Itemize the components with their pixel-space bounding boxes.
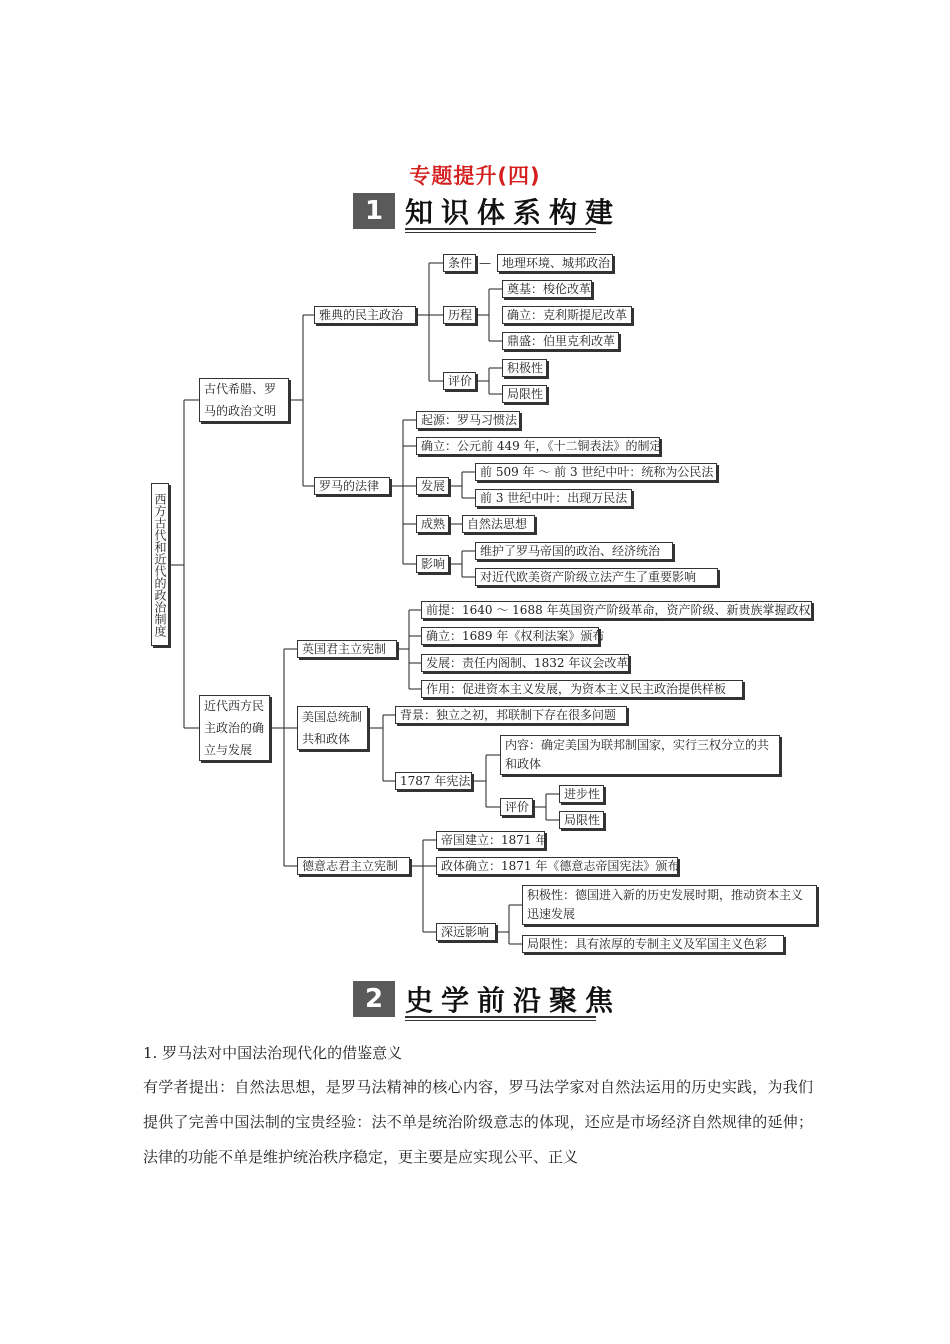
node-athens: 雅典的民主政治 (314, 306, 416, 324)
node-germany-positive: 积极性：德国进入新的历史发展时期，推动资本主义迅速发展 (522, 885, 817, 925)
node-germany: 德意志君主立宪制 (297, 857, 410, 875)
node-germany-impact: 深远影响 (436, 923, 496, 941)
node-germany-polity: 政体确立：1871 年《德意志帝国宪法》颁布 (436, 857, 678, 875)
section-number: 2 (353, 981, 395, 1017)
node-us-background: 背景：独立之初，邦联制下存在很多问题 (395, 706, 627, 724)
node-us-constitution: 1787 年宪法 (395, 772, 472, 790)
section-number: 1 (353, 193, 395, 229)
node-uk-development: 发展：责任内阁制、1832 年议会改革 (421, 654, 629, 672)
node-germany-limitation: 局限性：具有浓厚的专制主义及军国主义色彩 (522, 935, 784, 953)
node-germany-empire: 帝国建立：1871 年 (436, 831, 545, 849)
node-athens-history-1: 奠基：梭伦改革 (502, 280, 592, 298)
node-us-progressive: 进步性 (559, 785, 604, 803)
node-rome-natural-law: 自然法思想 (462, 515, 535, 533)
node-us-limitation: 局限性 (559, 811, 604, 829)
node-athens-positive: 积极性 (502, 359, 547, 377)
node-rome-impact: 影响 (416, 555, 449, 573)
node-rome-impact-2: 对近代欧美资产阶级立法产生了重要影响 (475, 568, 718, 586)
node-modern: 近代西方民主政治的确立与发展 (199, 695, 270, 761)
title-underline (405, 232, 596, 233)
node-rome-development: 发展 (416, 477, 449, 495)
node-uk: 英国君主立宪制 (297, 640, 397, 658)
node-us: 美国总统制共和政体 (297, 706, 368, 750)
node-athens-condition-value: 地理环境、城邦政治 (497, 254, 613, 272)
title-underline (405, 1020, 596, 1021)
node-rome-impact-1: 维护了罗马帝国的政治、经济统治 (475, 542, 673, 560)
node-us-constitution-content: 内容：确定美国为联邦制国家，实行三权分立的共和政体 (500, 735, 780, 775)
node-athens-limitation: 局限性 (502, 385, 547, 403)
root-node: 西方古代和近代的政治制度 (151, 483, 169, 646)
node-uk-establish: 确立：1689 年《权利法案》颁布 (421, 627, 599, 645)
section-header-knowledge (353, 193, 622, 233)
node-us-constitution-evaluation: 评价 (500, 798, 533, 816)
node-athens-condition: 条件 (443, 254, 476, 272)
body-paragraph: 有学者提出：自然法思想，是罗马法精神的核心内容，罗马法学家对自然法运用的历史实践，为我们提供了完善中国法制的宝贵经验：法不单是统治阶级意志的体现，还应是市场经济自然规律的延伸；法律的功能不单是维护统治秩序稳定，更主要是应实现公平、正义 (143, 1078, 813, 1166)
question-heading: 1. 罗马法对中国法治现代化的借鉴意义 (143, 1044, 403, 1062)
section-header-frontier (353, 981, 622, 1021)
node-athens-history-2: 确立：克利斯提尼改革 (502, 306, 632, 324)
body-text (143, 1040, 813, 1175)
node-ancient: 古代希腊、罗马的政治文明 (199, 378, 289, 422)
node-rome-development-2: 前 3 世纪中叶：出现万民法 (475, 489, 632, 507)
node-rome-establish: 确立：公元前 449 年，《十二铜表法》的制定 (416, 437, 660, 455)
node-uk-function: 作用：促进资本主义发展，为资本主义民主政治提供样板 (421, 680, 743, 698)
section-title: 史学前沿聚焦 (405, 984, 622, 1017)
node-athens-evaluation: 评价 (443, 372, 476, 390)
node-rome-mature: 成熟 (416, 515, 449, 533)
title-underline (405, 1016, 596, 1018)
section-title: 知识体系构建 (405, 196, 622, 229)
node-uk-premise: 前提：1640 ～ 1688 年英国资产阶级革命，资产阶级、新贵族掌握政权 (421, 601, 812, 619)
node-athens-history-3: 鼎盛：伯里克利改革 (502, 332, 619, 350)
title-underline (405, 228, 596, 230)
page-title: 专题提升(四) (409, 164, 541, 188)
dash-separator: — (479, 256, 491, 270)
node-rome-law: 罗马的法律 (314, 477, 390, 495)
node-rome-development-1: 前 509 年 ～ 前 3 世纪中叶：统称为公民法 (475, 463, 717, 481)
node-rome-origin: 起源：罗马习惯法 (416, 411, 520, 429)
node-athens-history: 历程 (443, 306, 476, 324)
